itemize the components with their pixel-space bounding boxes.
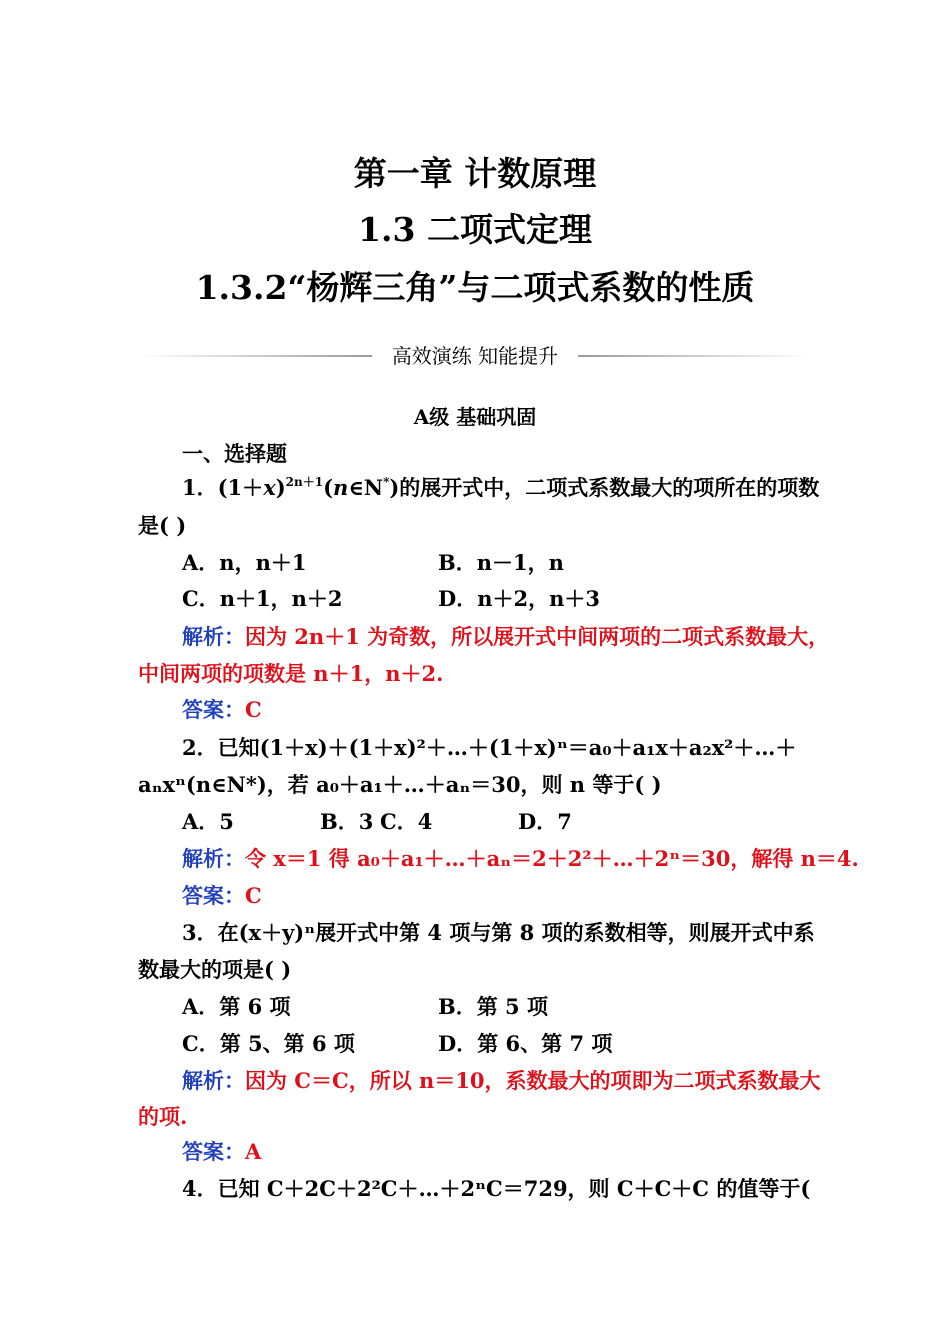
q2-option-d-text: 7 bbox=[557, 809, 572, 834]
q1-option-d[interactable] bbox=[438, 583, 600, 613]
q2-stem-text: 已知(1＋x)＋(1＋x)²＋…＋(1＋x)ⁿ＝a₀＋a₁x＋a₂x²＋…＋ bbox=[217, 735, 797, 760]
q1-option-c-label: C． bbox=[182, 586, 220, 611]
subsection-title: 1.3.2“杨辉三角”与二项式系数的性质 bbox=[195, 268, 755, 307]
q3-answer-value: A bbox=[245, 1139, 262, 1164]
q2-number: 2． bbox=[182, 735, 218, 760]
q3-answer-label: 答案： bbox=[182, 1139, 245, 1164]
q1-text-a: (1＋ bbox=[217, 475, 264, 500]
q3-stem-text: 在(x＋y)ⁿ展开式中第 4 项与第 8 项的系数相等，则展开式中系 bbox=[217, 920, 815, 945]
q3-analysis-line2: 的项. bbox=[138, 1104, 188, 1129]
q1-option-a[interactable] bbox=[182, 547, 306, 577]
q4-number: 4． bbox=[182, 1176, 218, 1201]
q4-stem-line1 bbox=[182, 1173, 810, 1203]
q1-var-n: n bbox=[333, 475, 349, 500]
q2-analysis bbox=[182, 843, 859, 873]
q3-option-d-label: D． bbox=[438, 1031, 478, 1056]
q2-answer-label: 答案： bbox=[182, 883, 245, 908]
q3-stem-line1 bbox=[182, 917, 815, 947]
q4-stem-text: 已知 C＋2C＋2²C＋…＋2ⁿC＝729，则 C＋C＋C 的值等于( bbox=[217, 1176, 811, 1201]
q3-option-c[interactable] bbox=[182, 1028, 355, 1058]
q1-option-c[interactable] bbox=[182, 583, 342, 613]
q1-option-d-label: D． bbox=[438, 586, 478, 611]
q1-option-a-label: A． bbox=[182, 550, 220, 575]
q2-analysis-text: 令 x＝1 得 a₀＋a₁＋…＋aₙ＝2＋2²＋…＋2ⁿ＝30，解得 n＝4. bbox=[245, 846, 859, 871]
q1-answer bbox=[182, 694, 262, 724]
q1-analysis-line1 bbox=[182, 621, 829, 651]
q2-stem-line2: aₙxⁿ(n∈N*)，若 a₀＋a₁＋…＋aₙ＝30，则 n 等于( ) bbox=[138, 772, 662, 797]
q2-option-d-label: D． bbox=[518, 809, 558, 834]
q2-option-b-text: 3 bbox=[358, 809, 374, 834]
q2-option-a-label: A． bbox=[182, 809, 220, 834]
q1-number: 1． bbox=[182, 475, 218, 500]
q3-option-a-text: 第 6 项 bbox=[219, 994, 291, 1019]
q1-analysis-label: 解析： bbox=[182, 624, 245, 649]
q3-number: 3． bbox=[182, 920, 218, 945]
q3-option-d[interactable] bbox=[438, 1028, 612, 1058]
q3-analysis-text: 因为 C＝C，所以 n＝10，系数最大的项即为二项式系数最大 bbox=[245, 1068, 821, 1093]
q2-answer-value: C bbox=[245, 883, 262, 908]
q2-answer bbox=[182, 880, 262, 910]
q1-option-b-text: n－1，n bbox=[476, 550, 564, 575]
q1-exponent: 2n＋1 bbox=[285, 475, 324, 489]
divider-right-line bbox=[578, 355, 810, 357]
q3-option-a[interactable] bbox=[182, 991, 291, 1021]
q1-option-b-label: B． bbox=[438, 550, 477, 575]
banner-text: 高效演练 知能提升 bbox=[391, 344, 559, 368]
q3-option-a-label: A． bbox=[182, 994, 220, 1019]
q1-text-d: ∈N bbox=[348, 475, 384, 500]
banner-divider bbox=[140, 340, 810, 370]
chapter-title: 第一章 计数原理 bbox=[353, 154, 597, 193]
q3-option-b[interactable] bbox=[438, 991, 548, 1021]
q2-option-c-text: 4 bbox=[417, 809, 433, 834]
level-heading: A级 基础巩固 bbox=[413, 405, 537, 429]
q3-option-c-label: C． bbox=[182, 1031, 220, 1056]
q3-option-d-text: 第 6、第 7 项 bbox=[477, 1031, 613, 1056]
q3-analysis-label: 解析： bbox=[182, 1068, 245, 1093]
section-title: 1.3 二项式定理 bbox=[358, 210, 592, 249]
q1-text-c: ( bbox=[323, 475, 334, 500]
q1-text-b: ) bbox=[275, 475, 286, 500]
q2-option-d[interactable] bbox=[518, 806, 572, 836]
q2-analysis-label: 解析： bbox=[182, 846, 245, 871]
q1-stem-line1 bbox=[182, 472, 819, 502]
part-heading: 一、选择题 bbox=[182, 441, 287, 466]
q1-text-e: )的展开式中，二项式系数最大的项所在的项数 bbox=[389, 475, 820, 500]
q1-answer-value: C bbox=[245, 697, 262, 722]
q1-option-d-text: n＋2，n＋3 bbox=[477, 586, 600, 611]
q3-option-c-text: 第 5、第 6 项 bbox=[219, 1031, 355, 1056]
q2-option-b-label: B． bbox=[320, 809, 359, 834]
q1-stem-line2: 是( ) bbox=[138, 513, 187, 538]
q2-option-c[interactable] bbox=[380, 806, 432, 836]
q2-option-a-text: 5 bbox=[219, 809, 234, 834]
q3-option-b-text: 第 5 项 bbox=[476, 994, 548, 1019]
q3-stem-line2: 数最大的项是( ) bbox=[138, 957, 292, 982]
q2-option-a[interactable] bbox=[182, 806, 234, 836]
q2-option-c-label: C． bbox=[380, 809, 418, 834]
q1-analysis-line2: 中间两项的项数是 n＋1，n＋2. bbox=[138, 661, 444, 686]
q3-analysis-line1 bbox=[182, 1065, 821, 1095]
q3-answer bbox=[182, 1136, 261, 1166]
q1-var-x: x bbox=[263, 475, 276, 500]
q1-option-c-text: n＋1，n＋2 bbox=[219, 586, 343, 611]
q1-option-a-text: n，n＋1 bbox=[219, 550, 307, 575]
q1-option-b[interactable] bbox=[438, 547, 564, 577]
q1-star: * bbox=[383, 475, 390, 489]
q2-option-b[interactable] bbox=[320, 806, 373, 836]
q1-answer-label: 答案： bbox=[182, 697, 245, 722]
q3-option-b-label: B． bbox=[438, 994, 477, 1019]
q1-analysis-text: 因为 2n＋1 为奇数，所以展开式中间两项的二项式系数最大， bbox=[245, 624, 830, 649]
q2-stem-line1 bbox=[182, 732, 796, 762]
